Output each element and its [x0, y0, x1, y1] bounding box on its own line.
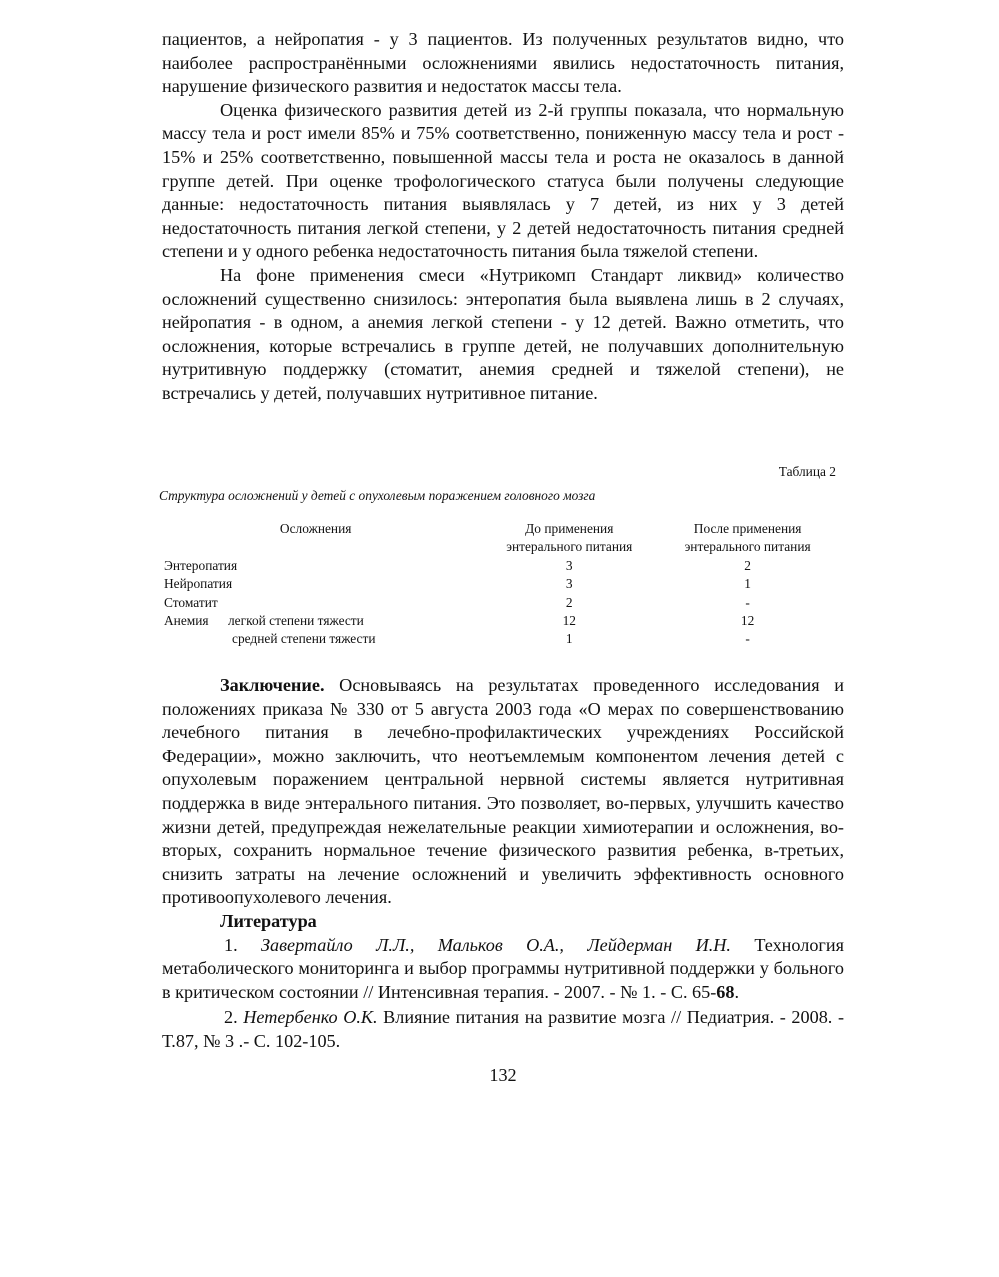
header-after-line1: После применения	[693, 521, 802, 536]
header-complications: Осложнения	[279, 521, 352, 536]
row-label: Нейропатия	[164, 576, 233, 592]
conclusion-paragraph	[162, 674, 844, 910]
row-label	[164, 612, 467, 630]
row-label: Стоматит	[164, 594, 218, 610]
header-before-line2: энтерального питания	[506, 539, 633, 555]
table-number: Таблица 2	[778, 464, 836, 479]
anemia-label: Анемия	[164, 613, 209, 629]
table-caption	[159, 463, 844, 505]
header-after-line2: энтерального питания	[684, 539, 811, 555]
table-row	[164, 612, 824, 630]
paragraph-3: На фоне применения смеси «Нутрикомп Стандарт ликвид» количество осложнений существенно снизилось: энтеропатия была выявлена лишь в 2 случаях, нейропатия - в одном, а анемия легкой степени - у 12 детей. Важно отметить, что осложнения, которые встречались в группе детей, не получавших дополнительную нутритивную поддержку (стоматит, анемия средней и тяжелой степени), не встречались у детей, получавших нутритивное питание.	[162, 264, 844, 403]
row-after: 1	[744, 576, 751, 592]
row-before: 12	[562, 613, 576, 629]
anemia-mild-label: легкой степени тяжести	[228, 613, 364, 629]
row-before: 3	[565, 576, 573, 592]
table-row	[164, 630, 824, 648]
page-number: 132	[489, 1064, 517, 1085]
row-before: 1	[565, 631, 573, 647]
row-after: 12	[740, 613, 755, 629]
row-before: 2	[565, 594, 573, 610]
row-label: Энтеропатия	[164, 557, 238, 573]
conclusion-lead: Заключение.	[220, 675, 325, 695]
reference-authors: Завертайло Л.Л., Мальков О.А., Лейдерман И.Н.	[261, 934, 731, 955]
literature-title: Литература	[220, 910, 317, 931]
header-before-line1: До применения	[525, 521, 614, 536]
reference-number: 1.	[224, 934, 262, 955]
table-row	[164, 557, 824, 575]
conclusion-section	[162, 674, 844, 1087]
row-after: -	[745, 631, 750, 647]
reference-text: Влияние питания на развитие мозга // Педиатрия. - 2008. - Т.87, № 3 .- С. 102-105.	[162, 1007, 845, 1051]
anemia-moderate-label: средней степени тяжести	[232, 631, 376, 647]
document-page	[159, 28, 845, 1085]
row-before: 3	[565, 557, 573, 573]
table-row	[164, 575, 824, 593]
reference-number: 2.	[224, 1007, 244, 1028]
reference-item	[162, 934, 844, 1005]
reference-tail: 68	[716, 981, 735, 1002]
conclusion-text: Основываясь на результатах проведенного исследования и положениях приказа № 330 от 5 августа 2003 года «О мерах по совершенствованию лечебного питания в лечебно-профилактических учреждениях Российской Федерации», можно заключить, что неотъемлемым компонентом лечения детей с опухолевым поражением центральной нервной системы является нутритивная поддержка в виде энтерального питания. Это позволяет, во-первых, улучшить качество жизни детей, предупреждая нежелательные реакции химиотерапии и осложнения, во-вторых, сохранить нормальное течение физического развития ребенка, в-третьих, снизить затраты на лечение осложнений и увеличить эффективность основного противоопухолевого лечения.	[162, 675, 844, 908]
complications-table	[164, 520, 824, 649]
reference-authors: Нетербенко О.К.	[243, 1007, 378, 1028]
row-after: 2	[744, 557, 751, 573]
reference-end: .	[734, 981, 740, 1002]
table-header-row	[164, 520, 824, 557]
table-title: Структура осложнений у детей с опухолевым поражением головного мозга	[159, 488, 596, 503]
header-before	[467, 520, 671, 557]
reference-text: Технология метаболического мониторинга и выбор программы нутритивной поддержки у больного в критическом состоянии // Интенсивная терапия. - 2007. - № 1. - С. 65-	[162, 934, 844, 1002]
header-after	[671, 520, 824, 557]
paragraph-1: пациентов, а нейропатия - у 3 пациентов. Из полученных результатов видно, что наиболее распространёнными осложнениями явились недостаточность питания, нарушение физического развития и недостаток массы тела.	[162, 29, 844, 97]
row-after: -	[745, 594, 750, 610]
reference-item	[162, 1006, 844, 1053]
table-row	[164, 594, 824, 612]
paragraph-2: Оценка физического развития детей из 2-й группы показала, что нормальную массу тела и рост имели 85% и 75% соответственно, пониженную массу тела и рост - 15% и 25% соответственно, повышенной массы тела и роста не оказалось в данной группе детей. При оценке трофологического статуса были получены следующие данные: недостаточность питания выявлялась у 7 детей, из них у 3 детей недостаточность питания легкой степени, у 2 детей недостаточность питания средней степени и у одного ребенка недостаточность питания была тяжелой степени.	[162, 99, 844, 262]
